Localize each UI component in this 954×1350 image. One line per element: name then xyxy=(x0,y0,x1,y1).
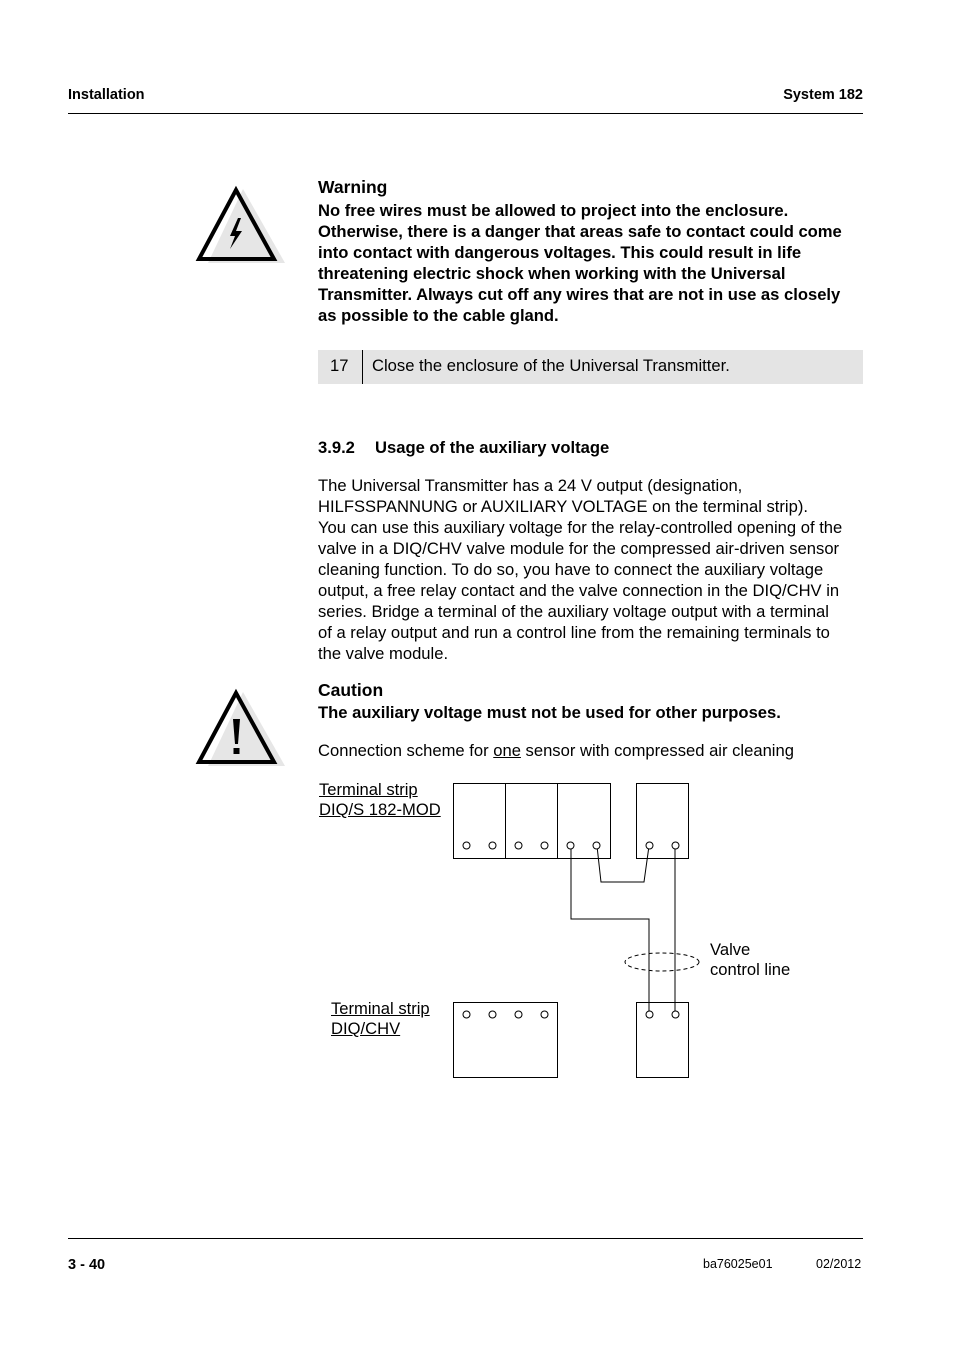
terminal-screw xyxy=(646,1011,653,1018)
warning-line: No free wires must be allowed to project into the enclosure. xyxy=(318,201,789,220)
body-line: cleaning function. To do so, you have to connect the auxiliary voltage xyxy=(318,560,824,579)
label-line: DIQ/S 182-MOD xyxy=(319,800,441,819)
step-text: Close the enclosure of the Universal Transmitter. xyxy=(372,356,730,375)
terminal-screw xyxy=(672,842,679,849)
terminal-screw xyxy=(672,1011,679,1018)
body-line: HILFSSPANNUNG or AUXILIARY VOLTAGE on the terminal strip). xyxy=(318,497,808,516)
warning-line: Transmitter. Always cut off any wires that are not in use as closely xyxy=(318,285,841,304)
footer-rule xyxy=(68,1238,863,1239)
terminal-screw xyxy=(489,842,496,849)
terminal-screw xyxy=(541,1011,548,1018)
terminal-block xyxy=(506,784,558,859)
section-number: 3.9.2 xyxy=(318,438,355,457)
terminal-block xyxy=(637,1003,689,1078)
document-date: 02/2012 xyxy=(816,1257,862,1271)
terminal-screw xyxy=(463,842,470,849)
body-line: You can use this auxiliary voltage for the relay-controlled opening of the xyxy=(318,518,843,537)
header-section-title: Installation xyxy=(68,87,145,103)
body-line: of a relay output and run a control line from the remaining terminals to xyxy=(318,623,830,642)
terminal-screw xyxy=(593,842,600,849)
body-line: the valve module. xyxy=(318,644,449,663)
caution-title: Caution xyxy=(318,680,384,700)
warning-line: Otherwise, there is a danger that areas safe to contact could come xyxy=(318,222,842,241)
body-line: series. Bridge a terminal of the auxiliary voltage output with a terminal xyxy=(318,602,829,621)
caution-text: The auxiliary voltage must not be used for other purposes. xyxy=(318,703,781,722)
label-line: control line xyxy=(710,960,791,979)
label-line: Terminal strip xyxy=(331,999,430,1018)
body-line: valve in a DIQ/CHV valve module for the compressed air-driven sensor xyxy=(318,539,840,558)
warning-line: as possible to the cable gland. xyxy=(318,306,559,325)
body-line: output, a free relay contact and the valve connection in the DIQ/CHV in xyxy=(318,581,840,600)
bridge-wire xyxy=(597,846,649,882)
header-manual-title: System 182 xyxy=(783,87,863,103)
caption-text: Connection scheme for xyxy=(318,741,494,760)
warning-line: threatening electric shock when working with the Universal xyxy=(318,264,786,283)
terminal-screw xyxy=(463,1011,470,1018)
terminal-block xyxy=(637,784,689,859)
caption-emphasis: one xyxy=(493,741,521,760)
terminal-screw xyxy=(567,842,574,849)
terminal-screw xyxy=(489,1011,496,1018)
terminal-screw xyxy=(541,842,548,849)
terminal-screw xyxy=(515,1011,522,1018)
control-wire xyxy=(571,846,649,1015)
terminal-block xyxy=(558,784,611,859)
section-title: Usage of the auxiliary voltage xyxy=(375,438,610,457)
warning-title: Warning xyxy=(318,177,388,197)
cable-bundle-ellipse xyxy=(625,953,699,971)
terminal-screw xyxy=(646,842,653,849)
warning-line: into contact with dangerous voltages. This could result in life xyxy=(318,243,802,262)
body-line: The Universal Transmitter has a 24 V output (designation, xyxy=(318,476,743,495)
caption-text: sensor with compressed air cleaning xyxy=(520,741,794,760)
document-id: ba76025e01 xyxy=(703,1257,773,1271)
step-number: 17 xyxy=(330,356,349,375)
label-line: Terminal strip xyxy=(319,780,418,799)
terminal-block xyxy=(454,784,506,859)
terminal-screw xyxy=(515,842,522,849)
label-line: DIQ/CHV xyxy=(331,1019,401,1038)
page-number: 3 - 40 xyxy=(68,1257,106,1273)
label-line: Valve xyxy=(710,940,751,959)
